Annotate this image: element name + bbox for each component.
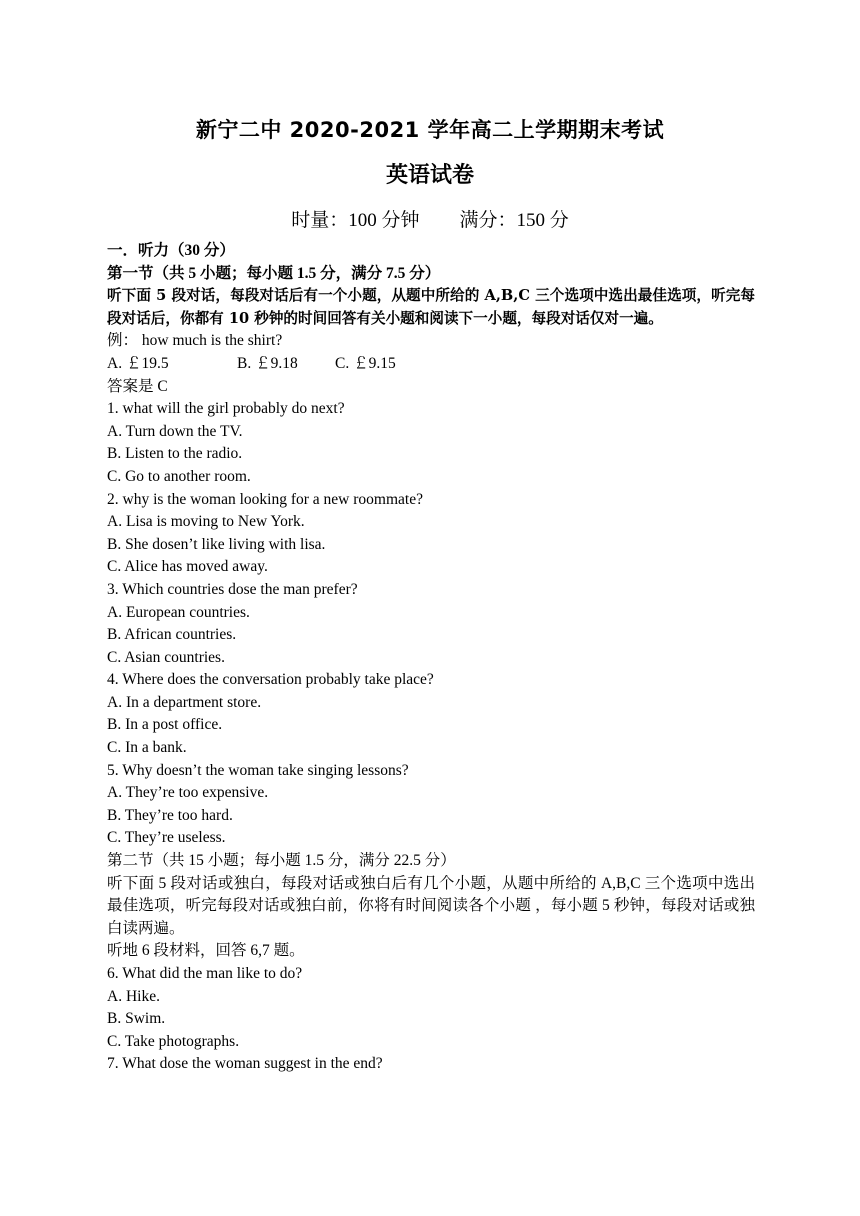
part1-instructions: 听下面 5 段对话，每段对话后有一个小题，从题中所给的 A,B,C 三个选项中选出最佳选项，听完每段对话后，你都有 10 秒钟的时间回答有关小题和阅读下一小题，每段对话仅对一遍。	[107, 287, 755, 327]
option: C. Go to another room.	[107, 467, 251, 485]
option: A. European countries.	[107, 603, 250, 621]
full-score: 满分：150 分	[459, 210, 569, 231]
question: 5. Why doesn’t the woman take singing lessons?	[107, 761, 409, 779]
part2-instructions: 听下面 5 段对话或独白，每段对话或独白后有几个小题，从题中所给的 A,B,C 三个选项中选出最佳选项，听完每段对话或独白前，你将有时间阅读各个小题 ，每小题 5 秒钟，每段对话或独白读两遍。	[107, 874, 755, 937]
option: C. They’re useless.	[107, 829, 226, 847]
section-heading: 一．听力（30 分）	[107, 242, 235, 259]
option: B. Listen to the radio.	[107, 445, 243, 463]
option: B. African countries.	[107, 626, 237, 644]
option: C. Asian countries.	[107, 648, 225, 666]
example-options	[107, 353, 755, 376]
part2-heading: 第二节（共 15 小题；每小题 1.5 分，满分 22.5 分）	[107, 852, 456, 870]
question: 1. what will the girl probably do next?	[107, 400, 345, 418]
exam-meta	[0, 205, 860, 232]
option: C. In a bank.	[107, 739, 187, 757]
option: B. In a post office.	[107, 716, 223, 734]
option: A. Turn down the TV.	[107, 422, 243, 440]
example-option-b: B. ￡9.18	[237, 354, 298, 372]
option: B. Swim.	[107, 1010, 166, 1028]
question: 4. Where does the conversation probably take place?	[107, 671, 434, 689]
material-note: 听地 6 段材料，回答 6,7 题。	[107, 942, 305, 960]
option: A. Hike.	[107, 987, 160, 1005]
option: A. They’re too expensive.	[107, 784, 269, 802]
option: C. Take photographs.	[107, 1032, 240, 1050]
exam-title: 新宁二中 2020-2021 学年高二上学期期末考试	[195, 118, 665, 142]
part1-heading: 第一节（共 5 小题；每小题 1.5 分，满分 7.5 分）	[107, 264, 441, 282]
exam-body	[107, 240, 755, 1076]
option: A. In a department store.	[107, 693, 262, 711]
question: 7. What dose the woman suggest in the end?	[107, 1055, 383, 1073]
example-option-a: A. ￡19.5	[107, 354, 169, 372]
option: B. She dosen’t like living with lisa.	[107, 535, 326, 553]
question: 2. why is the woman looking for a new roommate?	[107, 490, 423, 508]
example-option-c: C. ￡9.15	[335, 354, 396, 372]
question: 3. Which countries dose the man prefer?	[107, 580, 358, 598]
option: B. They’re too hard.	[107, 806, 233, 824]
option: C. Alice has moved away.	[107, 558, 268, 576]
question: 6. What did the man like to do?	[107, 965, 303, 982]
option: A. Lisa is moving to New York.	[107, 513, 305, 531]
example-answer: 答案是 C	[107, 377, 168, 395]
exam-subtitle: 英语试卷	[385, 163, 474, 188]
example-question: 例： how much is the shirt?	[107, 332, 283, 350]
time-limit: 时量：100 分钟	[291, 210, 420, 231]
